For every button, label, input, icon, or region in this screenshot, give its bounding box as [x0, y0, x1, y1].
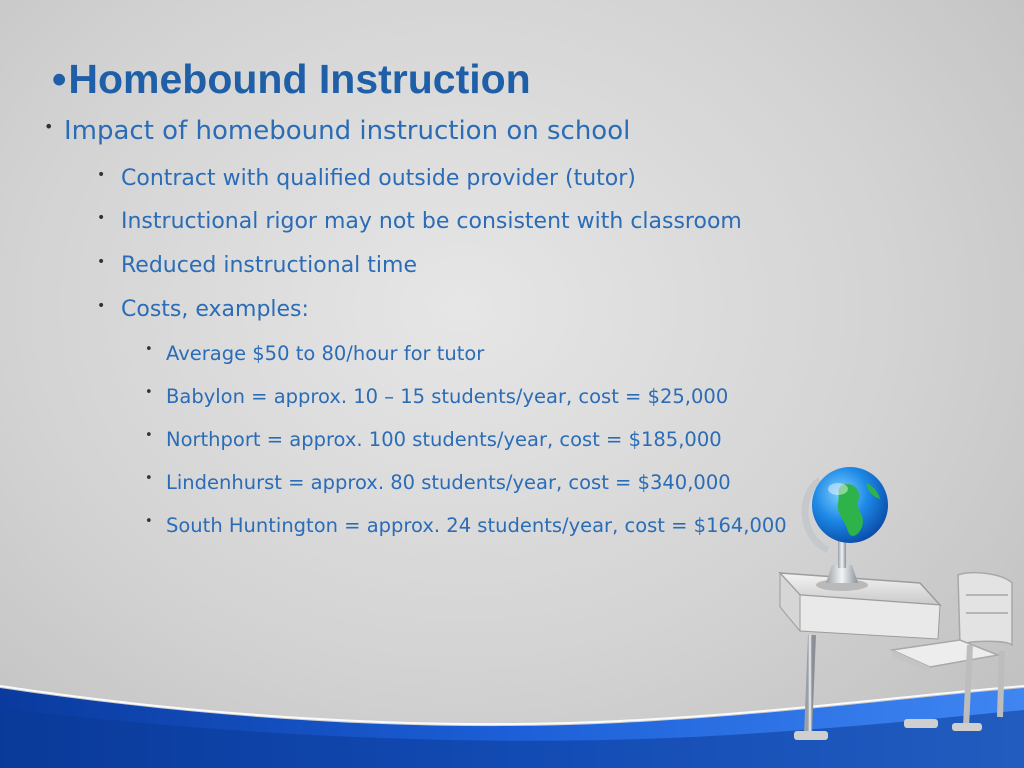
- bullet-text: Lindenhurst = approx. 80 students/year, cost = $340,000: [166, 471, 731, 494]
- bullet-text: Northport = approx. 100 students/year, cost = $185,000: [166, 428, 722, 451]
- bullet-text: Impact of homebound instruction on school: [64, 116, 631, 146]
- bullet-marker: •: [145, 428, 153, 443]
- bullet-marker: •: [145, 342, 153, 357]
- bullet-text: Instructional rigor may not be consistent with classroom: [121, 209, 742, 234]
- bullet-level2: [97, 297, 309, 322]
- bullet-marker: •: [97, 210, 106, 226]
- bullet-marker: •: [44, 117, 54, 136]
- bullet-marker: •: [97, 167, 106, 183]
- slide-title-text: Homebound Instruction: [68, 56, 531, 102]
- slide-title: [52, 56, 531, 103]
- bullet-text: Costs, examples:: [121, 297, 309, 322]
- bullet-text: Contract with qualified outside provider (tutor): [121, 166, 636, 191]
- bullet-level3: [145, 428, 722, 451]
- bullet-text: Babylon = approx. 10 – 15 students/year, cost = $25,000: [166, 385, 729, 408]
- bullet-level3: [145, 471, 731, 494]
- bullet-level2: [97, 253, 417, 278]
- bullet-text: Average $50 to 80/hour for tutor: [166, 342, 485, 365]
- bullet-marker: •: [145, 385, 153, 400]
- title-bullet: •: [52, 56, 67, 102]
- bullet-level3: [145, 342, 485, 365]
- bullet-marker: •: [97, 298, 106, 314]
- bullet-level2: [97, 209, 742, 234]
- bullet-marker: •: [145, 514, 153, 529]
- bullet-level1: [44, 116, 631, 146]
- bullet-level3: [145, 385, 729, 408]
- bullet-text: Reduced instructional time: [121, 253, 417, 278]
- bullet-level3: [145, 514, 787, 537]
- bullet-marker: •: [145, 471, 153, 486]
- globe-on-school-desk-icon: [770, 455, 1020, 745]
- bullet-marker: •: [97, 254, 106, 270]
- bullet-level2: [97, 166, 636, 191]
- bullet-text: South Huntington = approx. 24 students/year, cost = $164,000: [166, 514, 787, 537]
